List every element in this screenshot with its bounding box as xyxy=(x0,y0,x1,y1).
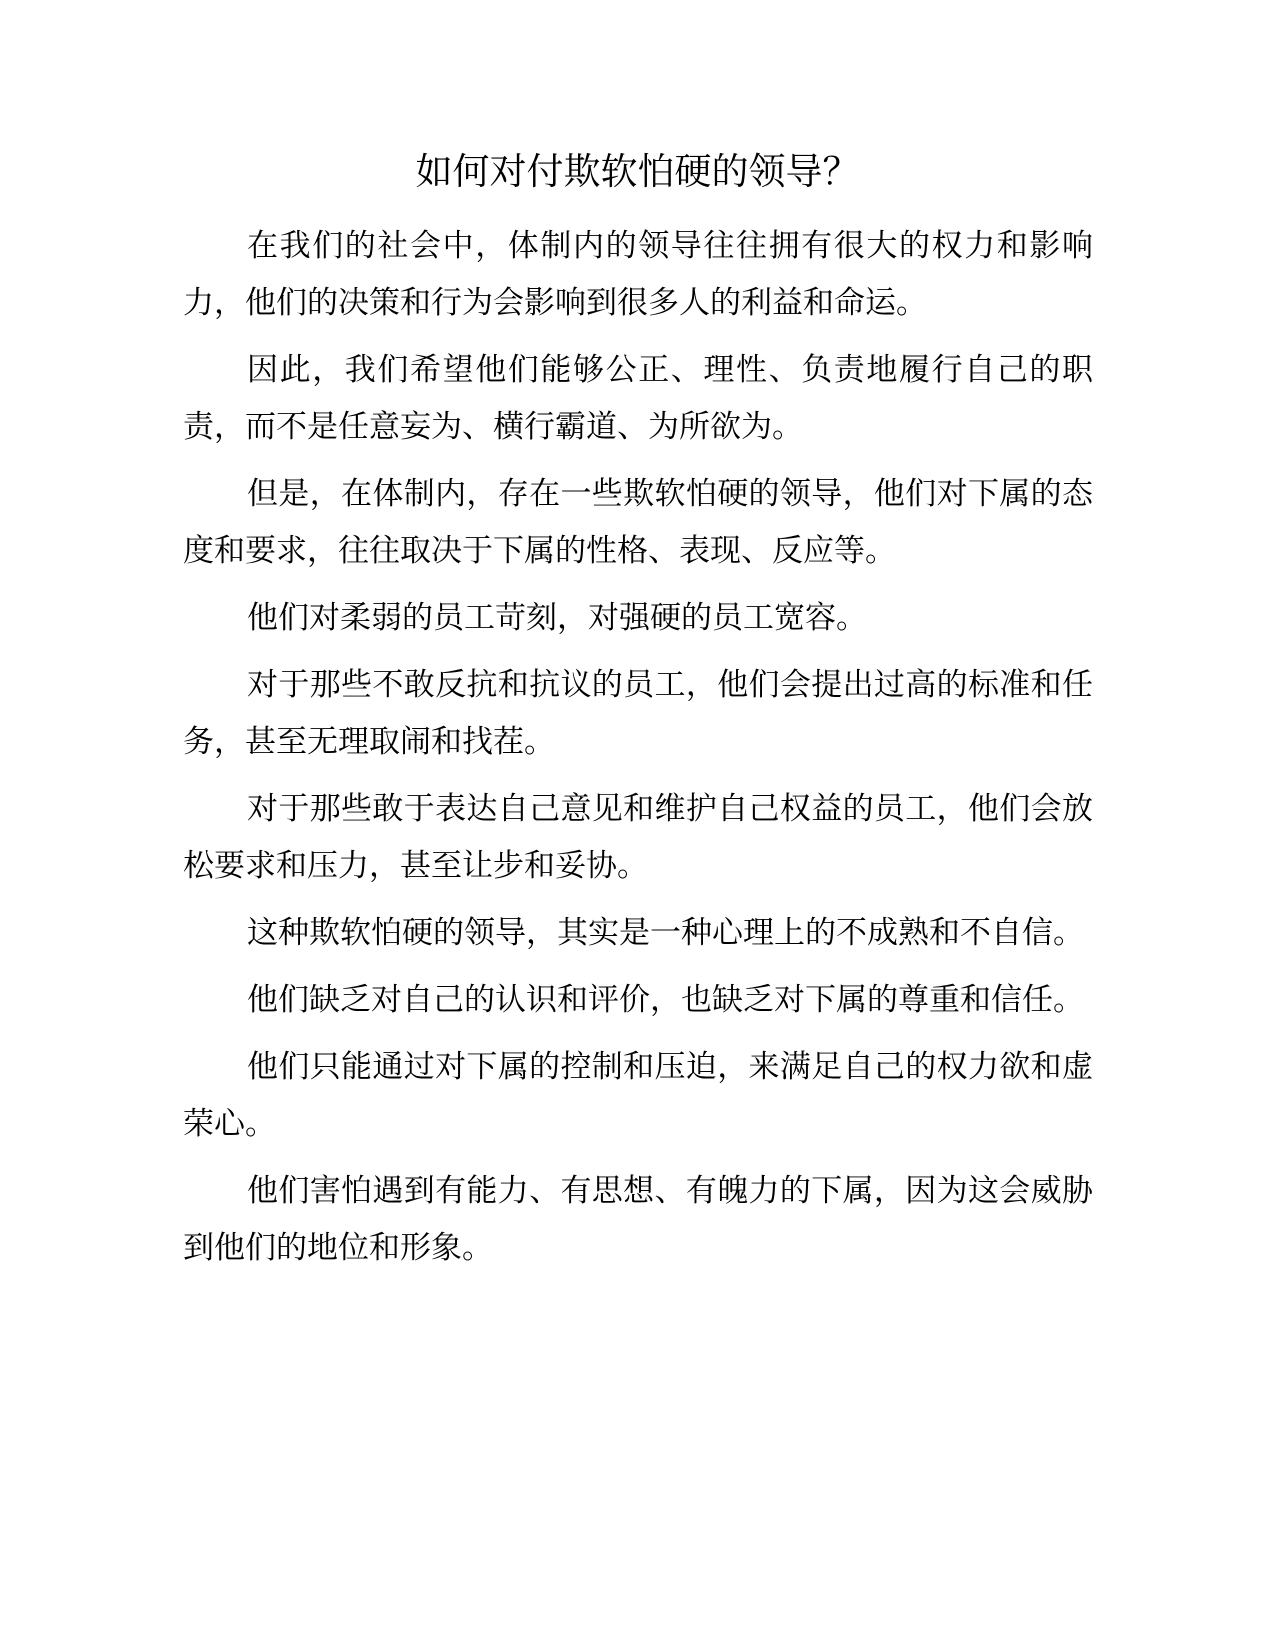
paragraph: 这种欺软怕硬的领导，其实是一种心理上的不成熟和不自信。 xyxy=(247,915,1084,951)
paragraph: 他们对柔弱的员工苛刻，对强硬的员工宽容。 xyxy=(247,600,867,636)
paragraph: 对于那些敢于表达自己意见和维护自己权益的员工，他们会放松要求和压力，甚至让步和妥协。 xyxy=(183,791,1093,884)
paragraph: 他们缺乏对自己的认识和评价，也缺乏对下属的尊重和信任。 xyxy=(247,982,1084,1018)
paragraph: 他们只能通过对下属的控制和压迫，来满足自己的权力欲和虚荣心。 xyxy=(183,1049,1093,1142)
document-body xyxy=(183,218,1093,1287)
paragraph: 在我们的社会中，体制内的领导往往拥有很大的权力和影响力，他们的决策和行为会影响到很多人的利益和命运。 xyxy=(183,228,1093,321)
paragraph: 但是，在体制内，存在一些欺软怕硬的领导，他们对下属的态度和要求，往往取决于下属的性格、表现、反应等。 xyxy=(183,476,1093,569)
paragraph: 他们害怕遇到有能力、有思想、有魄力的下属，因为这会威胁到他们的地位和形象。 xyxy=(183,1173,1093,1266)
paragraph: 对于那些不敢反抗和抗议的员工，他们会提出过高的标准和任务，甚至无理取闹和找茬。 xyxy=(183,667,1093,760)
document-title: 如何对付欺软怕硬的领导？ xyxy=(415,150,860,193)
paragraph: 因此，我们希望他们能够公正、理性、负责地履行自己的职责，而不是任意妄为、横行霸道、为所欲为。 xyxy=(183,352,1093,445)
